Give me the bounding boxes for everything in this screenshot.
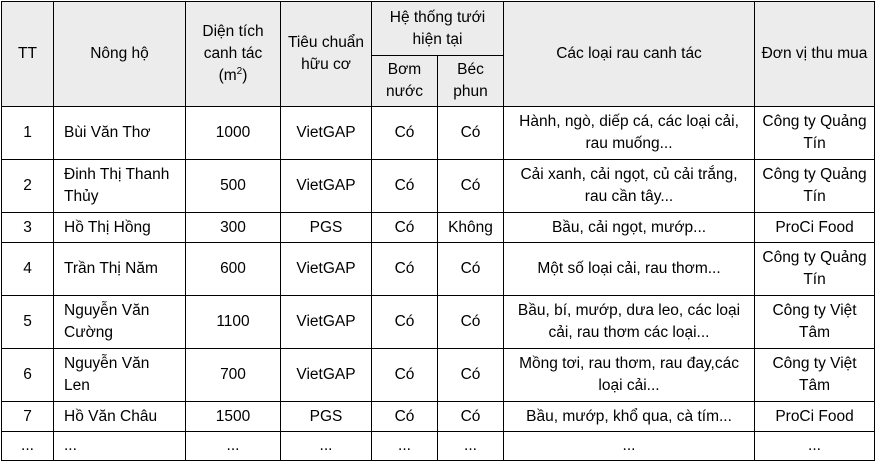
cell-pump: Có bbox=[372, 296, 438, 349]
header-area-text: Diện tích canh tác (m bbox=[202, 23, 264, 84]
table-row bbox=[2, 349, 875, 402]
cell-vegetables: Một số loại cải, rau thơm... bbox=[504, 243, 755, 296]
cell-pump: Có bbox=[372, 213, 438, 243]
cell-tt: 2 bbox=[2, 160, 54, 213]
cell-sprinkler: Không bbox=[438, 213, 504, 243]
cell-buyer: ProCi Food bbox=[755, 213, 875, 243]
cell-area: 1500 bbox=[186, 402, 281, 432]
cell-tt: 5 bbox=[2, 296, 54, 349]
cell-farmer: Bùi Văn Thơ bbox=[54, 107, 186, 160]
cell-farmer: Hồ Văn Châu bbox=[54, 402, 186, 432]
cell-standard: PGS bbox=[281, 213, 372, 243]
cell-sprinkler: Có bbox=[438, 243, 504, 296]
cell-pump: Có bbox=[372, 160, 438, 213]
cell-buyer: Công ty Quảng Tín bbox=[755, 160, 875, 213]
cell-area: 600 bbox=[186, 243, 281, 296]
table-row bbox=[2, 213, 875, 243]
cell-sprinkler: Có bbox=[438, 160, 504, 213]
cell-sprinkler: Có bbox=[438, 296, 504, 349]
cell-standard: VietGAP bbox=[281, 243, 372, 296]
cell-sprinkler: Có bbox=[438, 107, 504, 160]
cell-standard: ... bbox=[281, 432, 372, 461]
cell-standard: VietGAP bbox=[281, 160, 372, 213]
cell-vegetables: Bầu, cải ngọt, mướp... bbox=[504, 213, 755, 243]
cell-pump: Có bbox=[372, 243, 438, 296]
cell-tt: 6 bbox=[2, 349, 54, 402]
header-irrigation: Hệ thống tưới hiện tại bbox=[372, 2, 504, 56]
table-row bbox=[2, 432, 875, 461]
cell-farmer: Đinh Thị Thanh Thủy bbox=[54, 160, 186, 213]
header-area bbox=[186, 2, 281, 107]
header-vegetables: Các loại rau canh tác bbox=[504, 2, 755, 107]
header-buyer: Đơn vị thu mua bbox=[755, 2, 875, 107]
cell-area: 300 bbox=[186, 213, 281, 243]
cell-farmer: Hồ Thị Hồng bbox=[54, 213, 186, 243]
cell-sprinkler: ... bbox=[438, 432, 504, 461]
header-pump: Bơm nước bbox=[372, 56, 438, 107]
header-tt: TT bbox=[2, 2, 54, 107]
cell-farmer: Trần Thị Năm bbox=[54, 243, 186, 296]
cell-standard: VietGAP bbox=[281, 107, 372, 160]
cell-vegetables: Bầu, bí, mướp, dưa leo, các loại cải, rau thơm các loại... bbox=[504, 296, 755, 349]
cell-tt: 7 bbox=[2, 402, 54, 432]
header-area-close: ) bbox=[242, 67, 248, 84]
farmer-table bbox=[1, 1, 875, 461]
cell-vegetables: ... bbox=[504, 432, 755, 461]
table-row bbox=[2, 296, 875, 349]
table-row bbox=[2, 107, 875, 160]
cell-pump: Có bbox=[372, 402, 438, 432]
cell-buyer: Công ty Việt Tâm bbox=[755, 349, 875, 402]
cell-buyer: Công ty Việt Tâm bbox=[755, 296, 875, 349]
header-farmer: Nông hộ bbox=[54, 2, 186, 107]
table-row bbox=[2, 243, 875, 296]
cell-buyer: ProCi Food bbox=[755, 402, 875, 432]
cell-buyer: Công ty Quảng Tín bbox=[755, 243, 875, 296]
cell-standard: VietGAP bbox=[281, 296, 372, 349]
cell-pump: Có bbox=[372, 107, 438, 160]
cell-tt: 3 bbox=[2, 213, 54, 243]
table-row bbox=[2, 402, 875, 432]
cell-standard: VietGAP bbox=[281, 349, 372, 402]
cell-area: 700 bbox=[186, 349, 281, 402]
cell-area: 1100 bbox=[186, 296, 281, 349]
cell-sprinkler: Có bbox=[438, 402, 504, 432]
cell-tt: 1 bbox=[2, 107, 54, 160]
cell-area: 500 bbox=[186, 160, 281, 213]
cell-buyer: ... bbox=[755, 432, 875, 461]
header-sprinkler: Béc phun bbox=[438, 56, 504, 107]
cell-vegetables: Cải xanh, cải ngọt, củ cải trắng, rau cần tây... bbox=[504, 160, 755, 213]
cell-tt: 4 bbox=[2, 243, 54, 296]
cell-farmer: Nguyễn Văn Cường bbox=[54, 296, 186, 349]
cell-farmer: Nguyễn Văn Len bbox=[54, 349, 186, 402]
cell-pump: ... bbox=[372, 432, 438, 461]
cell-buyer: Công ty Quảng Tín bbox=[755, 107, 875, 160]
cell-standard: PGS bbox=[281, 402, 372, 432]
cell-pump: Có bbox=[372, 349, 438, 402]
cell-vegetables: Bầu, mướp, khổ qua, cà tím... bbox=[504, 402, 755, 432]
cell-area: 1000 bbox=[186, 107, 281, 160]
header-standard: Tiêu chuẩn hữu cơ bbox=[281, 2, 372, 107]
header-area-sup: 2 bbox=[236, 65, 243, 77]
cell-area: ... bbox=[186, 432, 281, 461]
cell-tt: ... bbox=[2, 432, 54, 461]
cell-vegetables: Hành, ngò, diếp cá, các loại cải, rau muống... bbox=[504, 107, 755, 160]
cell-farmer: ... bbox=[54, 432, 186, 461]
cell-vegetables: Mồng tơi, rau thơm, rau đay,các loại cải... bbox=[504, 349, 755, 402]
cell-sprinkler: Có bbox=[438, 349, 504, 402]
table-row bbox=[2, 160, 875, 213]
